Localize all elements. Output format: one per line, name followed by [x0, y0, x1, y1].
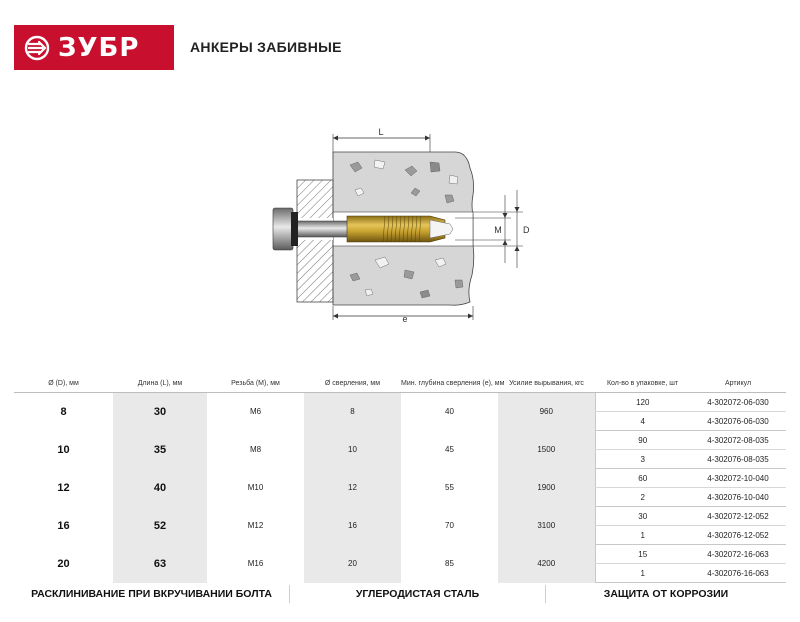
cell-force: 1900 — [498, 469, 595, 507]
cell-diameter: 16 — [57, 519, 70, 532]
cell-thread: M16 — [247, 559, 264, 568]
cell-drill: 16 — [304, 507, 401, 545]
col-drill: Ø сверления, мм — [304, 374, 401, 393]
cell-article: 4-302076-12-052 — [690, 526, 786, 545]
bolt-head — [273, 208, 293, 250]
col-thread: Резьба (M), мм — [207, 374, 304, 393]
cell-article: 4-302072-16-063 — [690, 545, 786, 564]
cell-force: 3100 — [498, 507, 595, 545]
brand-name: ЗУБР — [58, 32, 140, 63]
cell-force: 960 — [498, 393, 595, 431]
cell-diameter: 12 — [57, 481, 70, 494]
dimension-e-label: e — [402, 314, 408, 324]
cell-qty: 4 — [595, 412, 690, 431]
feature-wedging: РАСКЛИНИВАНИЕ ПРИ ВКРУЧИВАНИИ БОЛТА — [31, 588, 272, 600]
cell-drill: 10 — [304, 431, 401, 469]
cell-diameter: 8 — [60, 405, 67, 418]
table-header — [14, 374, 786, 393]
spec-table — [14, 374, 786, 583]
feature-bar — [14, 583, 786, 605]
table-row — [14, 507, 786, 526]
col-article: Артикул — [690, 374, 786, 393]
cell-article: 4-302072-12-052 — [690, 507, 786, 526]
cell-diameter: 20 — [57, 557, 70, 570]
cell-qty: 1 — [595, 526, 690, 545]
brand-logo — [14, 25, 174, 70]
dimension-m-label: M — [494, 225, 502, 235]
cell-depth: 40 — [445, 407, 454, 417]
cell-article: 4-302076-16-063 — [690, 564, 786, 583]
cell-qty: 60 — [595, 469, 690, 488]
cell-qty: 15 — [595, 545, 690, 564]
cell-depth: 70 — [445, 521, 454, 530]
cell-qty: 2 — [595, 488, 690, 507]
feature-corrosion-protection: ЗАЩИТА ОТ КОРРОЗИИ — [603, 588, 729, 600]
cell-drill: 20 — [304, 545, 401, 583]
col-depth: Мин. глубина сверления (e), мм — [401, 374, 498, 393]
cell-thread: M6 — [249, 407, 262, 417]
cell-qty: 1 — [595, 564, 690, 583]
cell-thread: M10 — [247, 483, 264, 492]
cell-force: 4200 — [498, 545, 595, 583]
brand-logo-icon — [24, 35, 50, 61]
col-qty: Кол-во в упаковке, шт — [595, 374, 690, 393]
cell-article: 4-302072-10-040 — [690, 469, 786, 488]
cell-drill: 12 — [304, 469, 401, 507]
col-force: Усилие вырывания, кгс — [498, 374, 595, 393]
bolt-shank — [297, 221, 352, 237]
cell-length: 52 — [113, 507, 207, 545]
dimension-d-label: D — [523, 225, 530, 235]
cell-length: 63 — [113, 545, 207, 583]
cell-article: 4-302076-06-030 — [690, 412, 786, 431]
fixture-plate — [297, 180, 333, 302]
cell-article: 4-302076-10-040 — [690, 488, 786, 507]
cell-length: 30 — [113, 393, 207, 431]
col-diameter: Ø (D), мм — [14, 374, 113, 393]
cell-thread: M8 — [249, 445, 262, 454]
cell-length: 40 — [113, 469, 207, 507]
cell-diameter: 10 — [57, 443, 70, 456]
table-row — [14, 393, 786, 412]
anchor-drawing — [255, 120, 555, 330]
cell-drill: 8 — [304, 393, 401, 431]
cell-qty: 90 — [595, 431, 690, 450]
cell-depth: 85 — [445, 559, 454, 568]
table-row — [14, 469, 786, 488]
cell-depth: 45 — [445, 445, 454, 454]
page-title: АНКЕРЫ ЗАБИВНЫЕ — [190, 39, 342, 55]
cell-qty: 120 — [595, 393, 690, 412]
cell-length: 35 — [113, 431, 207, 469]
cell-qty: 30 — [595, 507, 690, 526]
col-length: Длина (L), мм — [113, 374, 207, 393]
table-row — [14, 431, 786, 450]
cell-force: 1500 — [498, 431, 595, 469]
cell-depth: 55 — [445, 483, 454, 492]
feature-carbon-steel: УГЛЕРОДИСТАЯ СТАЛЬ — [355, 588, 480, 600]
dimension-l-label: L — [378, 127, 384, 137]
cell-article: 4-302072-08-035 — [690, 431, 786, 450]
table-row — [14, 545, 786, 564]
cell-thread: M12 — [247, 521, 264, 530]
cell-article: 4-302072-06-030 — [690, 393, 786, 412]
cell-article: 4-302076-08-035 — [690, 450, 786, 469]
cell-qty: 3 — [595, 450, 690, 469]
